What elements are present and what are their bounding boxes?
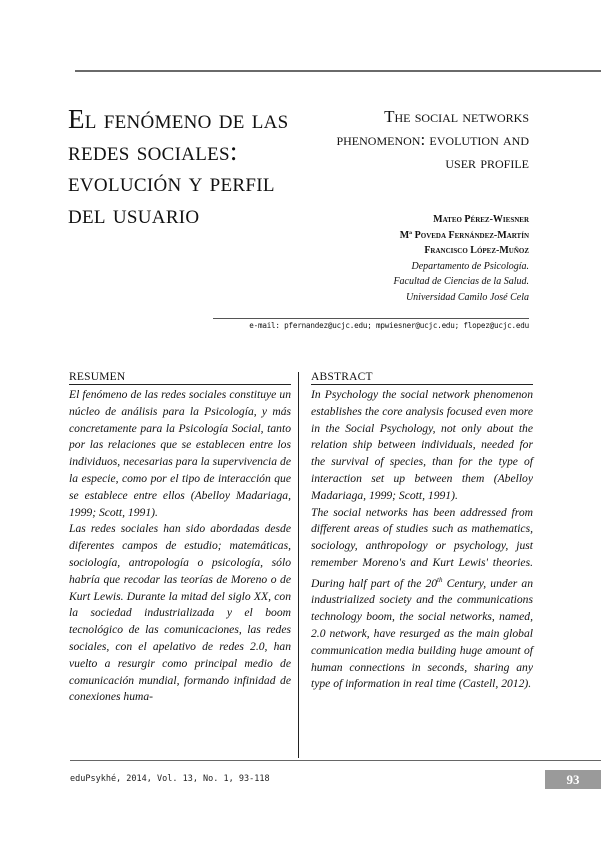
title-spanish: El fenómeno de las redes sociales: evolución y perfil del usuario	[68, 104, 289, 229]
email-rule	[213, 318, 529, 319]
ordinal-suffix: th	[437, 575, 443, 584]
page-number: 93	[545, 770, 601, 789]
affiliation-line: Universidad Camilo José Cela	[405, 291, 529, 303]
resumen-paragraph: Las redes sociales han sido abordadas desde diferentes campos de estudio; matemáticas, sociología, antropología o psicología, sólo habría que recodar las teorías de Moreno o de Kurt Lewis. Durante la mitad del siglo XX, con la sociedad industrializada y el boom tecnológico de las comunicaciones, las redes sociales, con el apelativo de redes 2.0, han vuelto a resurgir como principal medio de comunicación mundial, formando infinidad de conexiones huma-	[69, 522, 291, 704]
column-divider	[298, 372, 299, 758]
top-rule	[75, 70, 601, 72]
affiliation-line: Departamento de Psicología.	[411, 260, 529, 272]
resumen-column	[69, 370, 291, 706]
abstract-text: The social networks has been addressed from different areas of studies such as mathematics, sociology, anthropology or psychology, just remember Moreno's and Kurt Lewis' theories. During half part of the 20	[311, 505, 533, 590]
author-emails: e-mail: pfernandez@ucjc.edu; mpwiesner@ucjc.edu; flopez@ucjc.edu	[249, 321, 529, 330]
abstract-paragraph: In Psychology the social network phenomenon establishes the core analysis focused even more in the Social Psychology, not only about the relation ship between individuals, needed for the survival of species, than for the type of interaction set up between them (Abelloy Madariaga, 1999; Scott, 1991).	[311, 388, 533, 502]
resumen-heading: RESUMEN	[69, 370, 291, 385]
abstract-paragraph	[311, 505, 533, 694]
author-name: Mateo Pérez-Wiesner	[433, 214, 529, 225]
title-english: The social networks phenomenon: evolution and user profile	[336, 107, 529, 172]
journal-citation: eduPsykhé, 2014, Vol. 13, No. 1, 93-118	[70, 774, 270, 784]
author-name: Mª Poveda Fernández-Martín	[399, 229, 529, 241]
author-block	[209, 212, 529, 305]
abstract-text: Century, under an industrialized society and the communications technology boom, the social networks, named, 2.0 network, have resurged as the main global communication media building huge amount of human connections in seconds, sharing any type of information in real time (Castell, 2012).	[311, 576, 533, 691]
author-name: Francisco López-Muñoz	[424, 245, 529, 256]
affiliation-line: Facultad de Ciencias de la Salud.	[393, 276, 529, 287]
abstract-column	[311, 370, 533, 693]
abstract-heading: ABSTRACT	[311, 370, 533, 385]
resumen-paragraph: El fenómeno de las redes sociales constituye un núcleo de análisis para la Psicología, y más concretamente para la Psicología Social, tanto por las relaciones que se establecen entre los individuos, necesarias para la supervivencia de la especie, como por el tipo de interacción que se establece entre ellos (Abelloy Madariaga, 1999; Scott, 1991).	[69, 388, 291, 519]
bottom-rule	[70, 760, 601, 761]
